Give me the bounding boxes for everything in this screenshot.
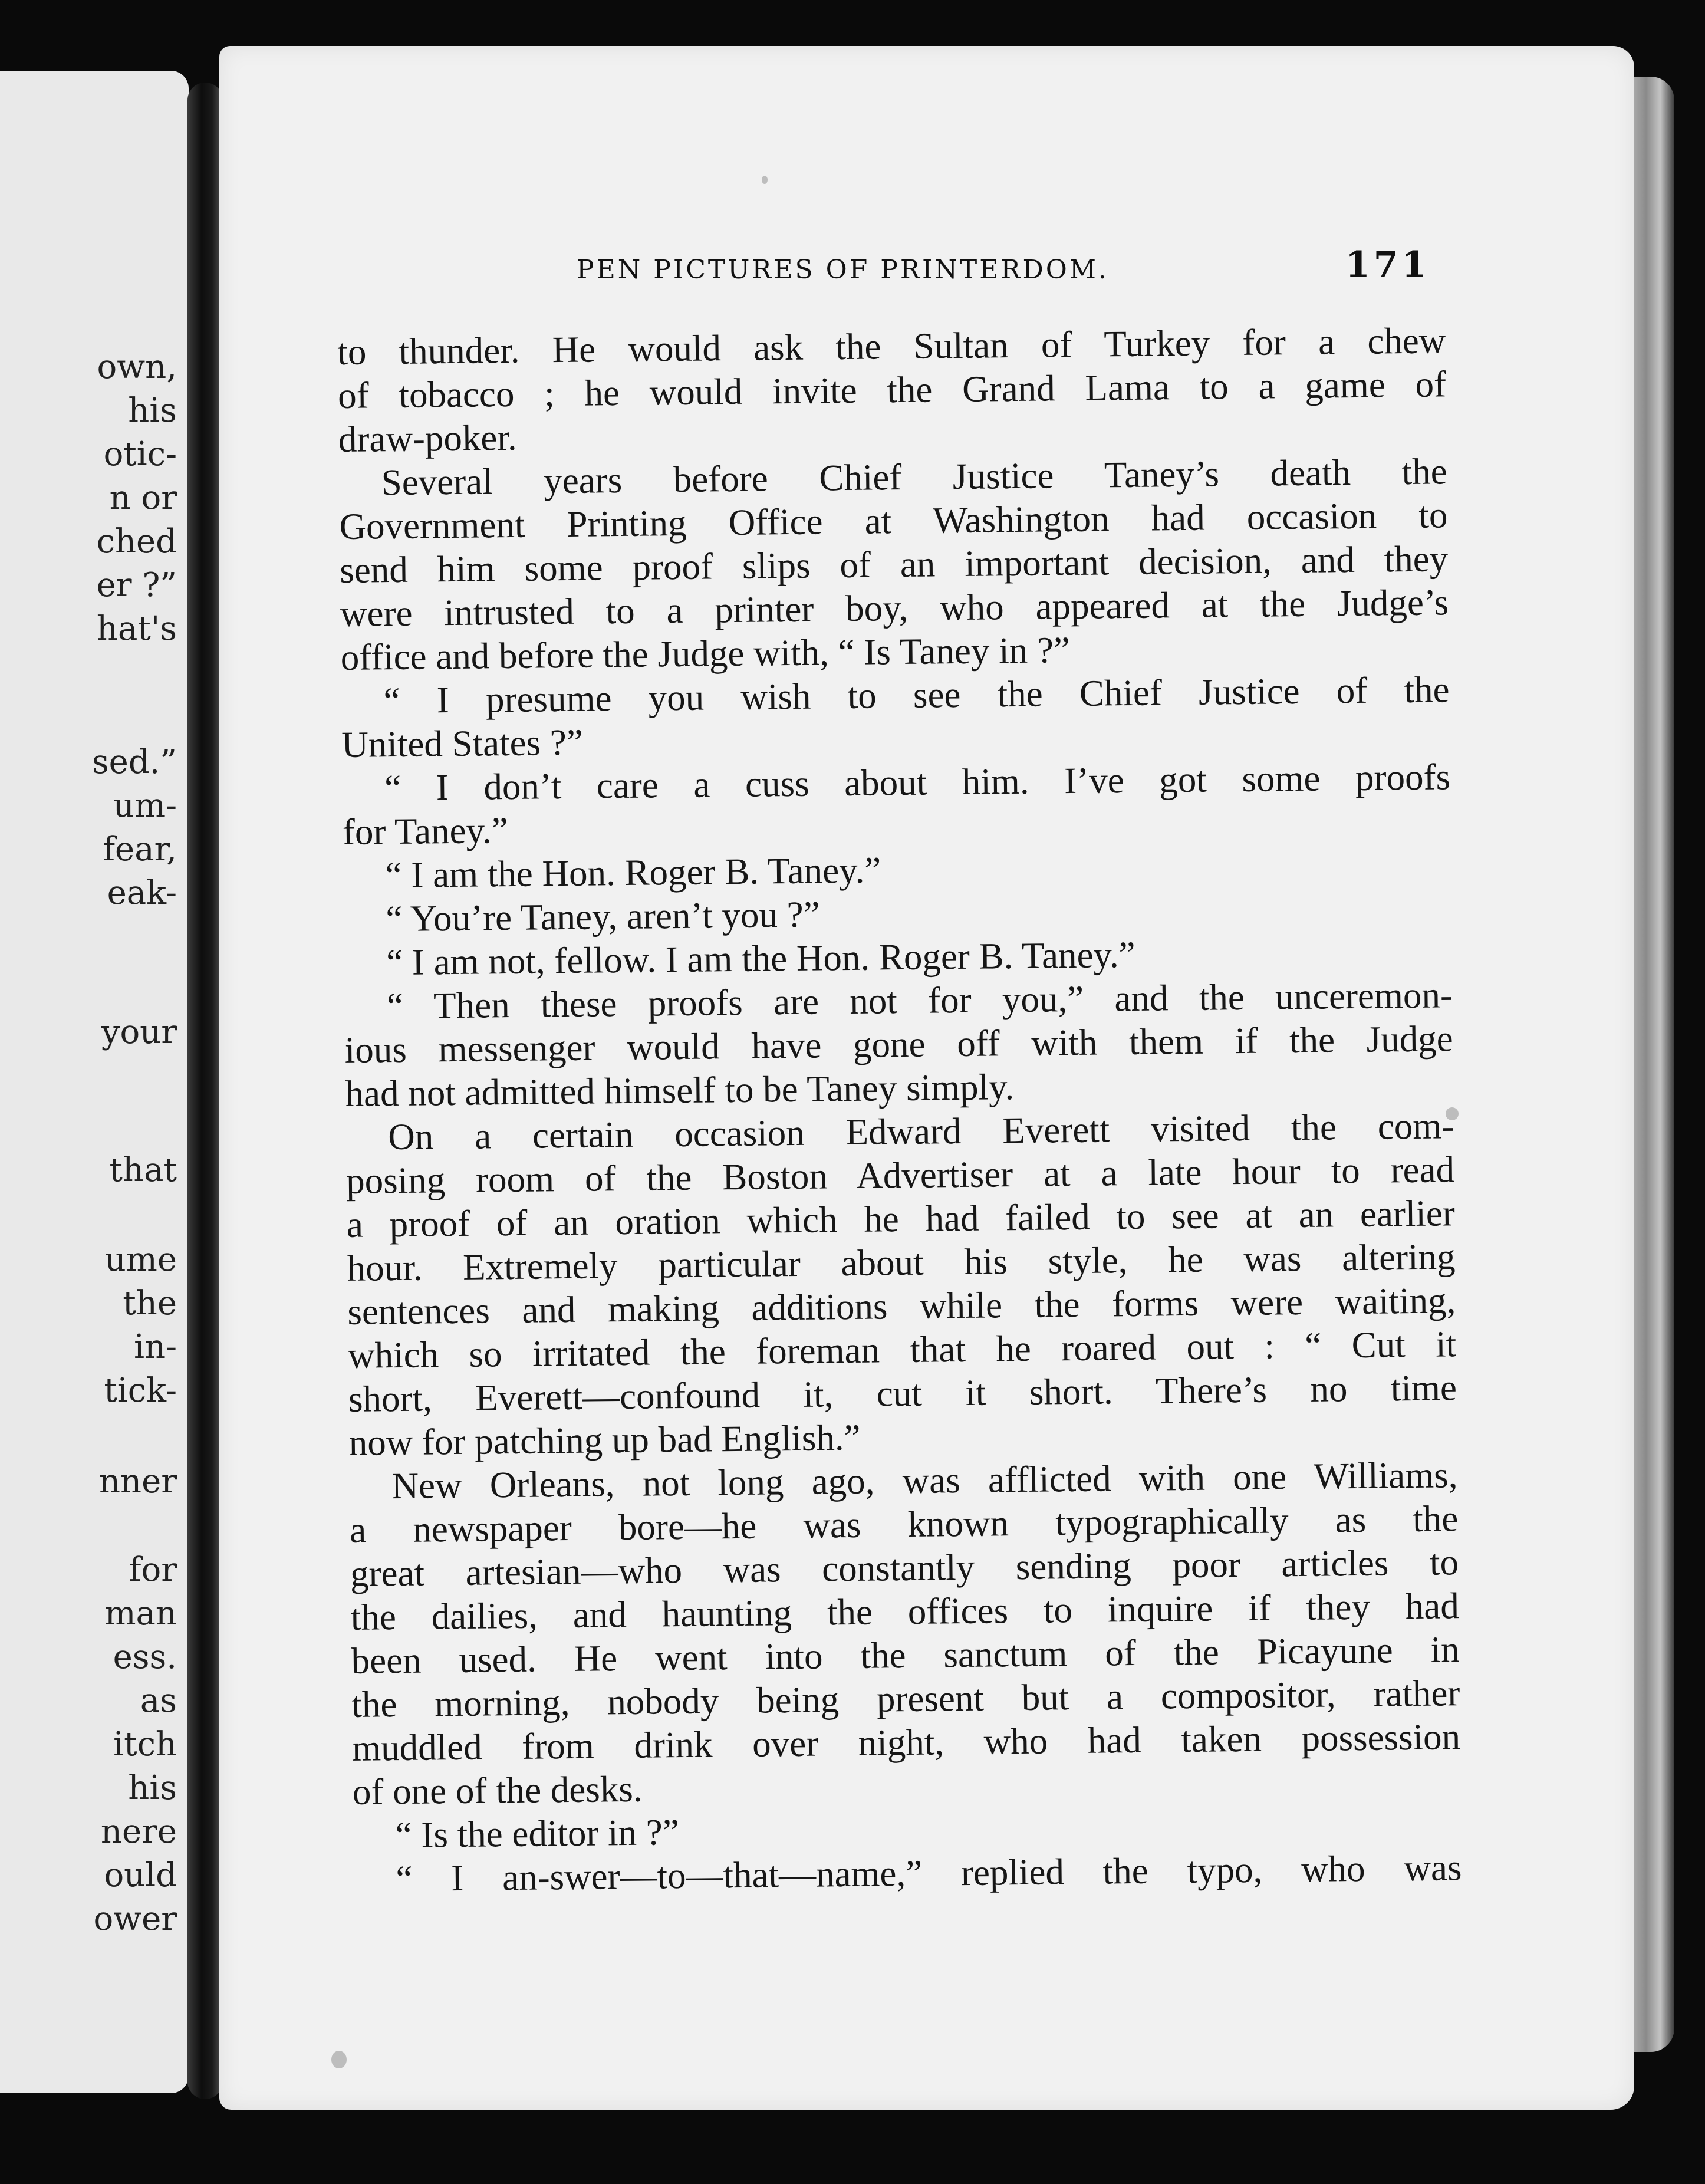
text-line: “ I don’t care a cuss about him. I’ve got some proofs [384, 756, 1451, 809]
running-head: PEN PICTURES OF PRINTERDOM. [577, 255, 1109, 285]
left-page-line: ume [104, 1241, 177, 1279]
text-line: “ I am the Hon. Roger B. Taney.” [385, 849, 881, 896]
left-page-line: ess. [113, 1638, 177, 1676]
left-page-line: his [128, 1769, 177, 1807]
text-line: “ I an-swer—to—that—name,” replied the typo, who was [396, 1847, 1462, 1900]
text-line: sentences and making additions while the forms were waiting, [347, 1280, 1456, 1333]
left-page-line: his [128, 392, 177, 430]
text-line: the dailies, and haunting the offices to inquire if they had [350, 1585, 1460, 1638]
left-page-line: sed.” [91, 743, 177, 781]
speck [762, 176, 768, 184]
left-page-line: ched [96, 522, 177, 561]
left-page-line: n or [109, 479, 177, 517]
left-page-line: otic- [103, 435, 177, 473]
text-line: draw-poker. [338, 416, 517, 460]
text-line: “ You’re Taney, aren’t you ?” [386, 893, 820, 940]
text-line: were intrusted to a printer boy, who appeared at the Judge’s [340, 581, 1449, 634]
text-line: “ Then these proofs are not for you,” and the unceremon- [386, 974, 1453, 1027]
text-line: of tobacco ; he would invite the Grand Lama to a game of [337, 363, 1447, 416]
page-stack-edge [1627, 77, 1674, 2052]
text-line: “ Is the editor in ?” [395, 1811, 680, 1856]
text-line: Government Printing Office at Washington had occasion to [339, 494, 1448, 547]
text-line: muddled from drink over night, who had taken possession [351, 1716, 1461, 1769]
text-line: great artesian—who was constantly sending poor articles to [350, 1541, 1459, 1594]
left-page-line: nere [100, 1813, 177, 1851]
text-line: short, Everett—confound it, cut it short. There’s no time [348, 1367, 1457, 1420]
left-page-line: hat's [96, 610, 177, 648]
left-page-line: in- [134, 1328, 177, 1366]
text-line: been used. He went into the sanctum of the Picayune in [351, 1629, 1460, 1682]
left-page-line: er ?” [96, 566, 177, 604]
text-line: send him some proof slips of an important decision, and they [339, 538, 1449, 591]
left-page-line: as [140, 1682, 177, 1720]
page-number: 171 [1345, 244, 1430, 285]
text-line: On a certain occasion Edward Everett visited the com- [387, 1105, 1454, 1158]
text-line: to thunder. He would ask the Sultan of Turkey for a chew [337, 320, 1446, 373]
text-line: a newspaper bore—he was known typographically as the [349, 1498, 1459, 1551]
left-page-line: eak- [107, 874, 177, 912]
text-line: had not admitted himself to be Taney simply. [345, 1066, 1015, 1114]
left-page-line: your [101, 1013, 177, 1051]
text-line: for Taney.” [342, 810, 508, 853]
text-line: posing room of the Boston Advertiser at a late hour to read [345, 1149, 1455, 1202]
left-page-line: the [123, 1284, 177, 1323]
text-line: the morning, nobody being present but a compositor, rather [351, 1672, 1460, 1725]
left-page-line: for [129, 1551, 177, 1589]
left-page-line: fear, [103, 830, 177, 869]
left-page-line: itch [113, 1725, 177, 1764]
text-line: a proof of an oration which he had failed to see at an earlier [346, 1192, 1456, 1245]
left-facing-page [0, 71, 189, 2093]
left-page-line: nner [98, 1462, 177, 1501]
text-line: “ I am not, fellow. I am the Hon. Roger B. Taney.” [386, 933, 1135, 984]
left-page-line: own, [97, 348, 177, 386]
text-line: ious messenger would have gone off with them if the Judge [344, 1018, 1454, 1071]
left-page-line: ower [93, 1900, 177, 1938]
text-line: Several years before Chief Justice Taney’s death the [381, 450, 1447, 504]
text-line: “ I presume you wish to see the Chief Justice of the [383, 669, 1450, 722]
speck [331, 2051, 347, 2068]
book-gutter [187, 83, 223, 2099]
text-line: of one of the desks. [352, 1768, 643, 1813]
text-line: hour. Extremely particular about his style, he was altering [347, 1236, 1456, 1289]
body-text [337, 318, 1462, 1901]
left-page-line: ould [104, 1856, 177, 1894]
left-page-line: that [109, 1151, 177, 1189]
text-line: United States ?” [341, 721, 584, 765]
left-page-line: tick- [104, 1371, 177, 1410]
text-line: which so irritated the foreman that he roared out : “ Cut it [347, 1323, 1457, 1376]
left-page-line: um- [113, 787, 177, 825]
text-line: office and before the Judge with, “ Is Taney in ?” [340, 629, 1071, 678]
left-page-line: man [104, 1594, 177, 1633]
text-line: New Orleans, not long ago, was afflicted with one Williams, [391, 1454, 1458, 1507]
text-line: now for patching up bad English.” [348, 1416, 861, 1463]
